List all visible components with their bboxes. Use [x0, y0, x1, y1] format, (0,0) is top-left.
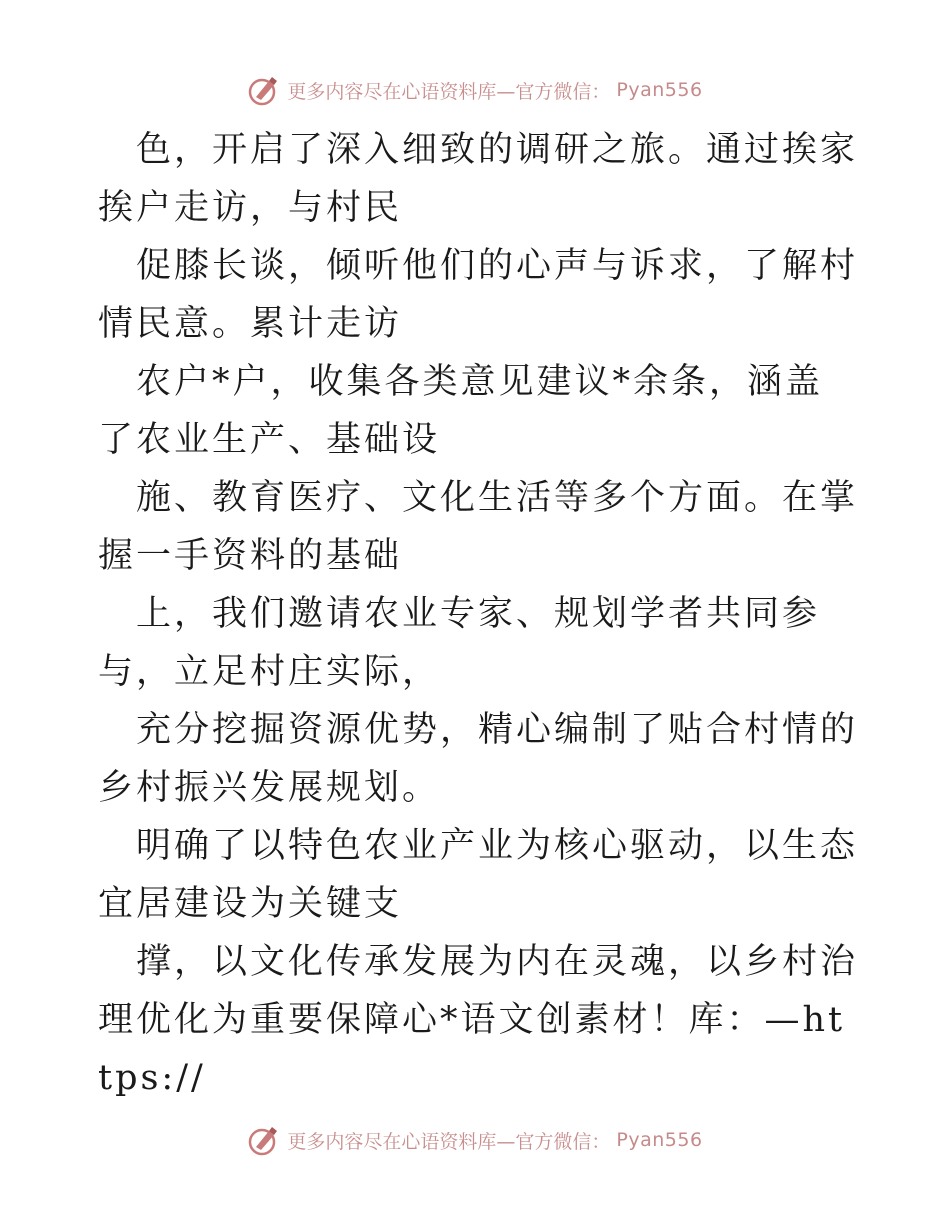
paragraph: 农户*户，收集各类意见建议*余条，涵盖了农业生产、基础设 [98, 362, 824, 460]
paragraph: 上，我们邀请农业专家、规划学者共同参与，立足村庄实际， [98, 594, 821, 692]
paragraph: 撑，以文化传承发展为内在灵魂，以乡村治理优化为重要保障心*语文创素材！库：—https:// [98, 942, 859, 1098]
watermark-handle: Pyan556 [616, 79, 703, 101]
pen-logo-icon [247, 1123, 281, 1157]
pen-logo-icon [247, 73, 281, 107]
paragraph: 促膝长谈，倾听他们的心声与诉求，了解村情民意。累计走访 [98, 246, 859, 344]
paragraph: 施、教育医疗、文化生活等多个方面。在掌握一手资料的基础 [98, 478, 859, 576]
watermark-handle: Pyan556 [616, 1129, 703, 1151]
watermark-text: 更多内容尽在心语资料库—官方微信： [287, 80, 611, 103]
watermark-text: 更多内容尽在心语资料库—官方微信： [287, 1130, 611, 1153]
header-watermark [0, 70, 950, 110]
paragraph: 充分挖掘资源优势，精心编制了贴合村情的乡村振兴发展规划。 [98, 710, 859, 808]
footer-watermark [0, 1120, 950, 1160]
document-body [98, 121, 858, 1107]
paragraph: 色，开启了深入细致的调研之旅。通过挨家挨户走访，与村民 [98, 130, 859, 228]
paragraph: 明确了以特色农业产业为核心驱动，以生态宜居建设为关键支 [98, 826, 859, 924]
